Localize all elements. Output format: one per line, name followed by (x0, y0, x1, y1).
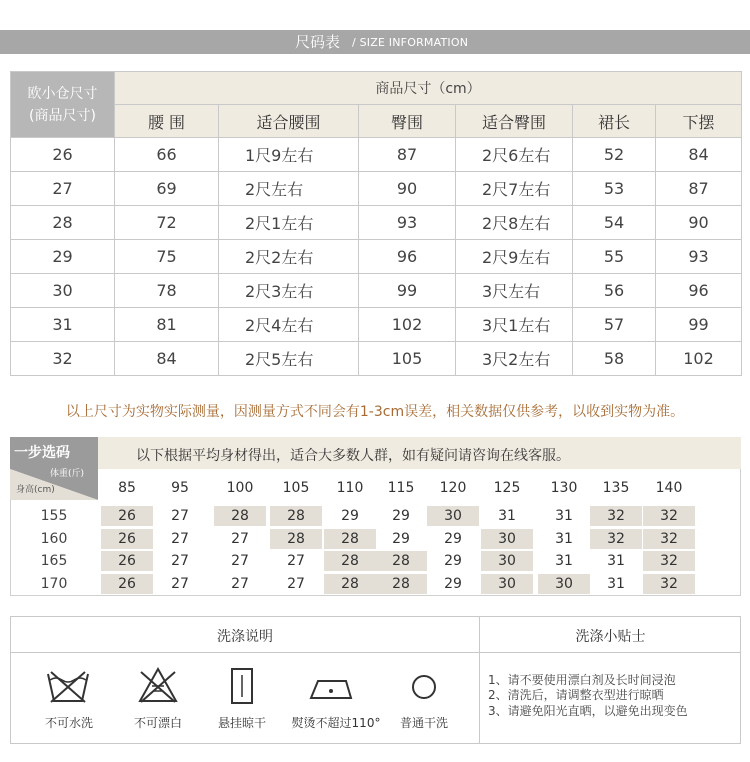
size-recommendation-cell: 28 (270, 529, 322, 549)
size-recommendation-cell: 30 (538, 574, 590, 594)
size-cell: 87 (656, 172, 742, 206)
size-cell: 84 (115, 342, 219, 376)
size-recommendation-cell: 30 (427, 506, 479, 526)
size-cell: 1尺9左右 (219, 138, 359, 172)
group-header: 商品尺寸（cm） (115, 72, 742, 105)
no-bleach-icon (137, 666, 179, 704)
size-recommendation-cell: 27 (287, 553, 305, 569)
size-recommendation-cell: 32 (590, 529, 642, 549)
size-cell: 66 (115, 138, 219, 172)
size-row (11, 240, 742, 274)
size-recommendation-cell: 32 (643, 551, 695, 571)
section-title: 尺码表 (295, 33, 341, 51)
size-cell: 69 (115, 172, 219, 206)
tips-title: 洗涤小贴士 (575, 629, 646, 645)
size-recommendation-cell: 30 (481, 574, 533, 594)
height-label: 170 (40, 576, 68, 592)
size-recommendation-cell: 29 (392, 508, 410, 524)
size-recommendation-cell: 27 (171, 553, 189, 569)
wash-icon-label: 熨烫不超过110° (291, 716, 381, 730)
column-header: 下摆 (656, 105, 742, 138)
size-cell: 53 (573, 172, 656, 206)
size-recommendation-cell: 27 (231, 576, 249, 592)
wash-icon-label: 不可水洗 (44, 716, 93, 730)
size-cell: 102 (359, 308, 456, 342)
size-recommendation-cell: 31 (498, 508, 516, 524)
size-cell: 72 (115, 206, 219, 240)
size-label: 27 (11, 172, 115, 206)
size-recommendation-cell: 29 (444, 553, 462, 569)
size-cell: 3尺左右 (456, 274, 573, 308)
size-row (11, 138, 742, 172)
size-cell: 81 (115, 308, 219, 342)
size-cell: 87 (359, 138, 456, 172)
size-cell: 2尺5左右 (219, 342, 359, 376)
size-label: 26 (11, 138, 115, 172)
size-recommendation-cell: 32 (643, 574, 695, 594)
weight-header: 100 (226, 480, 254, 496)
size-recommendation-cell: 26 (101, 529, 153, 549)
size-cell: 2尺9左右 (456, 240, 573, 274)
size-recommendation-cell: 26 (101, 574, 153, 594)
size-recommendation-cell: 27 (171, 576, 189, 592)
weight-header: 120 (439, 480, 467, 496)
wash-tip: 2、清洗后，请调整衣型进行晾晒 (488, 688, 664, 702)
size-recommendation-cell: 27 (171, 508, 189, 524)
column-header: 适合腰围 (219, 105, 359, 138)
size-cell: 2尺左右 (219, 172, 359, 206)
size-recommendation-cell: 31 (607, 553, 625, 569)
size-cell: 3尺1左右 (456, 308, 573, 342)
size-cell: 75 (115, 240, 219, 274)
weight-header: 105 (282, 480, 310, 496)
size-cell: 105 (359, 342, 456, 376)
size-recommendation-cell: 28 (324, 551, 376, 571)
weight-header: 140 (655, 480, 683, 496)
size-cell: 93 (359, 206, 456, 240)
size-cell: 2尺4左右 (219, 308, 359, 342)
size-recommendation-cell: 26 (101, 506, 153, 526)
weight-header: 125 (493, 480, 521, 496)
measurement-note: 以上尺寸为实物实际测量，因测量方式不同会有1-3cm误差，相关数据仅供参考，以收到实物为准。 (65, 404, 685, 420)
size-label: 31 (11, 308, 115, 342)
column-header: 腰 围 (115, 105, 219, 138)
size-recommendation-cell: 27 (231, 531, 249, 547)
size-cell: 2尺7左右 (456, 172, 573, 206)
size-cell: 57 (573, 308, 656, 342)
size-recommendation-cell: 30 (481, 551, 533, 571)
size-cell: 84 (656, 138, 742, 172)
column-header: 适合臀围 (456, 105, 573, 138)
weight-header: 95 (171, 480, 189, 496)
size-recommendation-cell: 32 (590, 506, 642, 526)
size-row (11, 342, 742, 376)
size-recommendation-cell: 28 (214, 506, 266, 526)
size-cell: 96 (359, 240, 456, 274)
height-axis-label: 身高(cm) (16, 485, 55, 495)
size-cell: 55 (573, 240, 656, 274)
weight-header: 130 (550, 480, 578, 496)
size-recommendation-cell: 31 (555, 531, 573, 547)
size-row (11, 308, 742, 342)
weight-header: 135 (602, 480, 630, 496)
size-recommendation-cell: 28 (270, 506, 322, 526)
size-corner-header (11, 72, 115, 138)
size-recommendation-cell: 27 (287, 576, 305, 592)
size-table (10, 71, 742, 376)
wash-tip: 1、请不要使用漂白剂及长时间浸泡 (488, 673, 676, 687)
size-recommendation-cell: 28 (375, 574, 427, 594)
size-cell: 2尺3左右 (219, 274, 359, 308)
size-label: 32 (11, 342, 115, 376)
size-cell: 2尺6左右 (456, 138, 573, 172)
column-header: 臀围 (359, 105, 456, 138)
size-row (11, 206, 742, 240)
corner-line-1: 欧小仓尺寸 (27, 85, 98, 102)
no-water-wash-icon (45, 668, 91, 704)
corner-line-2: (商品尺寸) (29, 107, 96, 124)
size-row (11, 274, 742, 308)
dry-clean-icon (410, 673, 438, 701)
size-recommendation-cell: 32 (643, 529, 695, 549)
height-label: 165 (40, 553, 68, 569)
size-recommendation-cell: 28 (324, 574, 376, 594)
size-cell: 78 (115, 274, 219, 308)
size-recommendation-cell: 27 (171, 531, 189, 547)
size-cell: 56 (573, 274, 656, 308)
chart-description: 以下根据平均身材得出，适合大多数人群，如有疑问请咨询在线客服。 (136, 448, 570, 464)
size-recommendation-cell: 26 (101, 551, 153, 571)
size-cell: 58 (573, 342, 656, 376)
wash-icon-label: 不可漂白 (133, 716, 182, 730)
section-subtitle: / SIZE INFORMATION (352, 36, 469, 49)
wash-title: 洗涤说明 (217, 629, 273, 645)
size-recommendation-cell: 27 (231, 553, 249, 569)
iron-icon (308, 676, 354, 702)
hang-dry-icon (229, 667, 255, 705)
wash-icon-label: 普通干洗 (399, 716, 448, 730)
size-cell: 2尺1左右 (219, 206, 359, 240)
wash-icon-label: 悬挂晾干 (217, 716, 266, 730)
size-recommendation-cell: 29 (444, 576, 462, 592)
size-cell: 90 (656, 206, 742, 240)
weight-header: 110 (336, 480, 364, 496)
size-cell: 54 (573, 206, 656, 240)
size-label: 28 (11, 206, 115, 240)
size-recommendation-cell: 29 (392, 531, 410, 547)
size-cell: 102 (656, 342, 742, 376)
size-recommendation-cell: 28 (375, 551, 427, 571)
weight-header: 85 (118, 480, 136, 496)
size-recommendation-cell: 31 (607, 576, 625, 592)
size-label: 29 (11, 240, 115, 274)
weight-axis-label: 体重(斤) (50, 469, 85, 479)
size-table-body (11, 138, 742, 376)
weight-header: 115 (387, 480, 415, 496)
height-label: 155 (40, 508, 68, 524)
size-recommendation-cell: 29 (341, 508, 359, 524)
size-cell: 90 (359, 172, 456, 206)
size-label: 30 (11, 274, 115, 308)
chart-tag-label: 一步选码 (14, 445, 70, 461)
wash-tip: 3、请避免阳光直晒，以避免出现变色 (488, 704, 688, 718)
size-cell: 2尺2左右 (219, 240, 359, 274)
size-cell: 93 (656, 240, 742, 274)
size-cell: 2尺8左右 (456, 206, 573, 240)
size-recommendation-cell: 31 (555, 553, 573, 569)
size-recommendation-cell: 30 (481, 529, 533, 549)
size-recommendation-cell: 29 (444, 531, 462, 547)
size-row (11, 172, 742, 206)
column-header: 裙长 (573, 105, 656, 138)
size-cell: 52 (573, 138, 656, 172)
size-recommendation-cell: 31 (555, 508, 573, 524)
height-label: 160 (40, 531, 68, 547)
size-cell: 3尺2左右 (456, 342, 573, 376)
size-recommendation-cell: 28 (324, 529, 376, 549)
size-recommendation-cell: 32 (643, 506, 695, 526)
size-cell: 99 (359, 274, 456, 308)
size-cell: 99 (656, 308, 742, 342)
size-cell: 96 (656, 274, 742, 308)
